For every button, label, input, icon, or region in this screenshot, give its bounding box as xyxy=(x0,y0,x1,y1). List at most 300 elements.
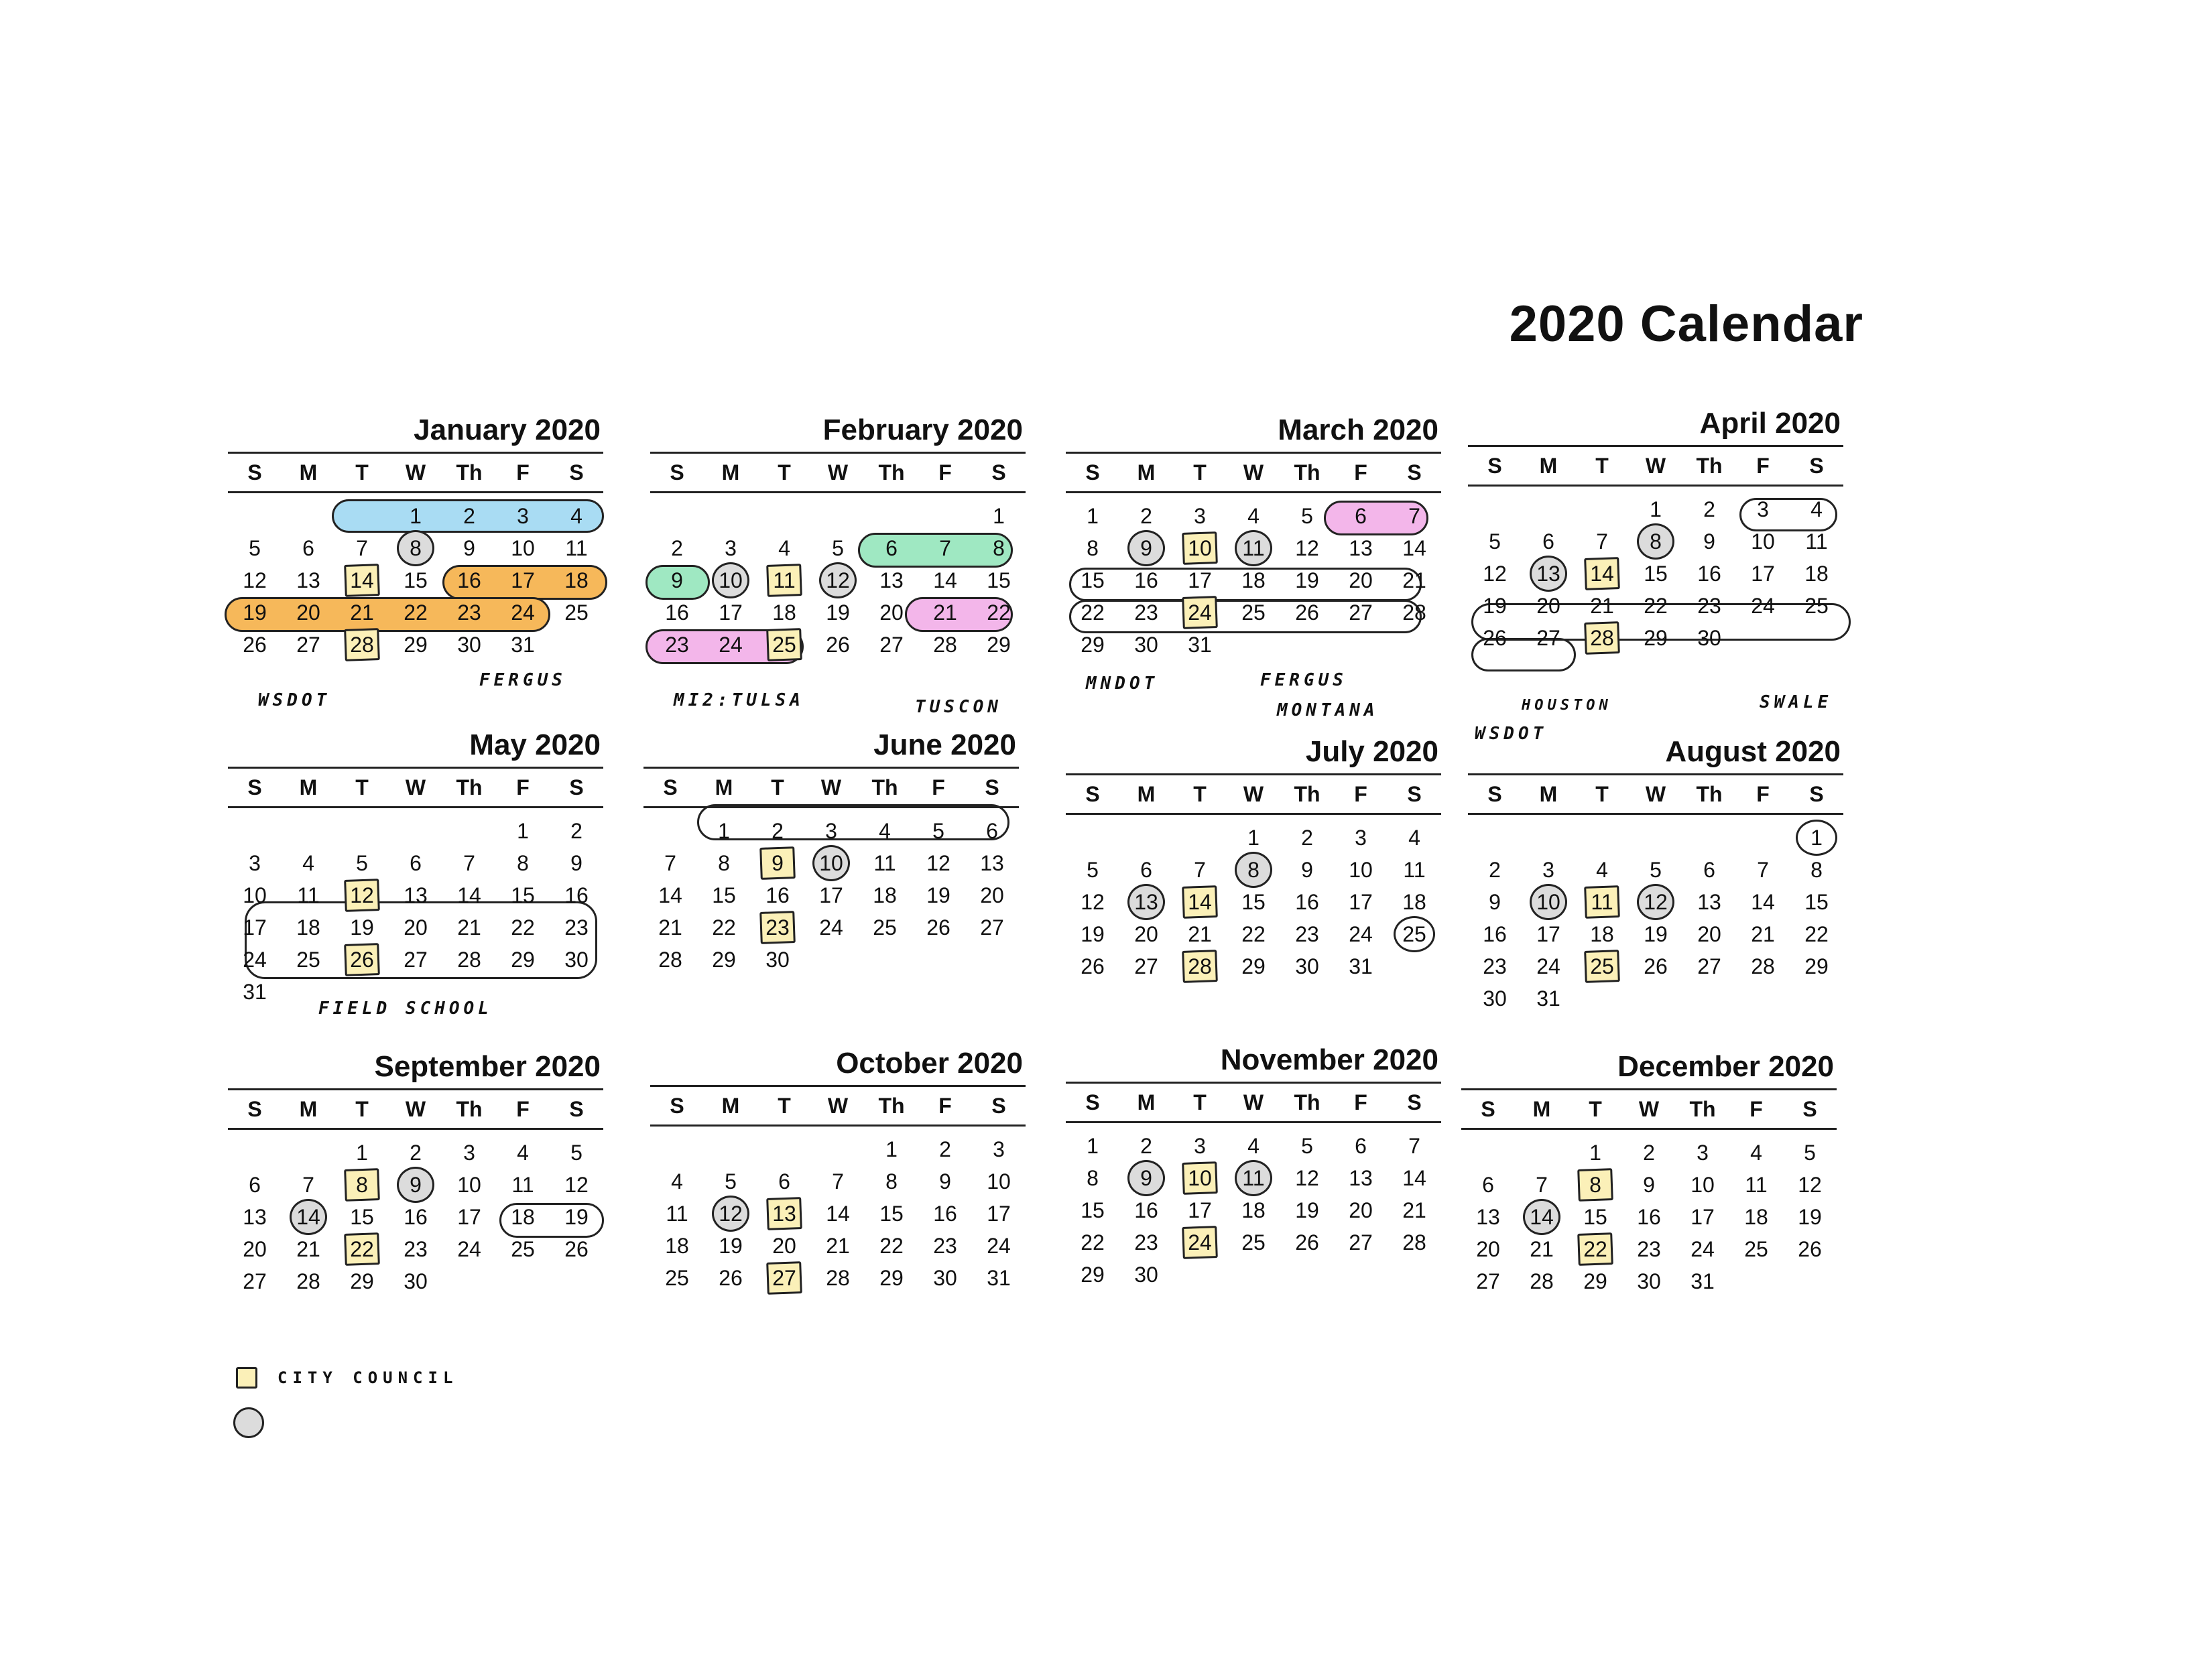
day-cell: 3 xyxy=(1697,1140,1709,1165)
day-cell: 5 xyxy=(570,1140,582,1165)
weekday-label: F xyxy=(1749,1097,1763,1121)
weekday-label: F xyxy=(516,1097,530,1121)
day-cell: 20 xyxy=(1697,921,1721,946)
day-cell: 19 xyxy=(1483,593,1507,618)
day-cell: 6 xyxy=(1703,857,1715,882)
day-cell: 23 xyxy=(1134,600,1158,625)
day-cell: 23 xyxy=(1637,1236,1661,1261)
day-cell: 11 xyxy=(873,850,896,875)
day-cell-meeting: 12 xyxy=(1629,886,1682,918)
day-cell: 10 xyxy=(987,1169,1011,1194)
day-cell: 1 xyxy=(1589,1140,1601,1165)
legend-meeting-swatch xyxy=(233,1407,264,1438)
day-cell: 6 xyxy=(1355,1133,1367,1158)
day-cell: 30 xyxy=(1637,1269,1661,1293)
month-june xyxy=(643,724,1019,976)
day-cell: 3 xyxy=(1194,503,1206,528)
day-cell: 17 xyxy=(1349,889,1373,914)
day-cell: 4 xyxy=(1247,1133,1259,1158)
month-july xyxy=(1066,730,1441,982)
day-cell: 30 xyxy=(1134,632,1158,657)
day-cell: 19 xyxy=(1081,921,1105,946)
day-cell-meeting: 12 xyxy=(811,564,865,596)
day-cell: 21 xyxy=(658,915,682,940)
day-cell-council: 11 xyxy=(1575,886,1629,918)
day-cell: 14 xyxy=(658,883,682,907)
day-cell: 7 xyxy=(1536,1172,1548,1197)
day-cell: 7 xyxy=(1408,1133,1420,1158)
day-cell: 22 xyxy=(404,600,428,625)
day-cell: 20 xyxy=(1349,1198,1373,1222)
weekday-label: M xyxy=(1532,1097,1551,1121)
day-cell: 27 xyxy=(1349,600,1373,625)
day-cell: 1 xyxy=(356,1140,368,1165)
day-cell-council: 27 xyxy=(757,1262,811,1294)
day-cell: 26 xyxy=(564,1236,589,1261)
weekday-header xyxy=(1461,1090,1837,1128)
weekday-header xyxy=(1468,447,1843,485)
day-cell: 1 xyxy=(1087,1133,1099,1158)
day-cell: 3 xyxy=(463,1140,475,1165)
day-grid xyxy=(228,1130,603,1297)
weekday-label: M xyxy=(715,775,733,799)
weekday-label: T xyxy=(355,1097,369,1121)
day-cell: 11 xyxy=(666,1201,688,1226)
day-cell-council: 28 xyxy=(1575,622,1629,654)
weekday-label: W xyxy=(1243,460,1264,485)
annotation-field-school: FIELD SCHOOL xyxy=(318,999,493,1019)
day-cell: 5 xyxy=(249,535,261,560)
day-cell: 28 xyxy=(826,1265,850,1290)
day-cell: 31 xyxy=(1188,632,1212,657)
day-cell: 5 xyxy=(832,535,844,560)
day-cell: 11 xyxy=(1805,529,1828,554)
day-cell: 18 xyxy=(511,1204,535,1229)
day-cell-council: 14 xyxy=(1173,886,1227,918)
month-title: September 2020 xyxy=(374,1050,601,1083)
day-cell-council: 25 xyxy=(757,629,811,661)
empty-cell xyxy=(1468,822,1522,854)
weekday-label: T xyxy=(1193,782,1207,806)
weekday-label: S xyxy=(247,460,262,485)
annotation-wsdot-apr: WSDOT xyxy=(1475,724,1548,744)
weekday-label: T xyxy=(1595,454,1609,478)
day-cell: 13 xyxy=(1476,1204,1500,1229)
day-cell: 22 xyxy=(1644,593,1668,618)
day-cell-council: 28 xyxy=(1173,950,1227,982)
empty-cell xyxy=(1736,822,1790,854)
weekday-header xyxy=(228,454,603,491)
weekday-label: T xyxy=(355,460,369,485)
empty-cell xyxy=(228,815,282,847)
day-cell: 18 xyxy=(1744,1204,1768,1229)
day-cell: 1 xyxy=(885,1137,898,1161)
day-cell: 2 xyxy=(1489,857,1501,882)
day-cell-council: 11 xyxy=(757,564,811,596)
day-cell-meeting: 14 xyxy=(1515,1201,1569,1233)
day-cell: 4 xyxy=(517,1140,529,1165)
day-cell: 12 xyxy=(1081,889,1105,914)
day-cell-meeting: 9 xyxy=(389,1169,442,1201)
day-cell: 15 xyxy=(879,1201,904,1226)
day-cell: 2 xyxy=(939,1137,951,1161)
day-cell-meeting: 11 xyxy=(1227,1162,1280,1194)
day-cell: 4 xyxy=(302,850,314,875)
empty-cell xyxy=(389,815,442,847)
day-cell: 15 xyxy=(1081,1198,1105,1222)
day-cell: 1 xyxy=(1650,497,1662,521)
day-cell: 2 xyxy=(410,1140,422,1165)
day-cell: 13 xyxy=(404,883,428,907)
weekday-label: W xyxy=(1645,782,1666,806)
day-cell: 6 xyxy=(885,535,898,560)
day-cell: 16 xyxy=(404,1204,428,1229)
weekday-header xyxy=(650,454,1026,491)
weekday-header xyxy=(1066,1084,1441,1121)
day-cell: 7 xyxy=(1596,529,1608,554)
month-title: December 2020 xyxy=(1617,1050,1834,1083)
day-cell: 9 xyxy=(671,568,683,592)
day-cell: 14 xyxy=(1402,535,1426,560)
weekday-label: W xyxy=(1638,1097,1660,1121)
day-cell: 12 xyxy=(243,568,267,592)
day-cell: 2 xyxy=(463,503,475,528)
empty-cell xyxy=(335,815,389,847)
empty-cell xyxy=(228,1137,282,1169)
empty-cell xyxy=(1119,822,1173,854)
empty-cell xyxy=(704,1133,757,1165)
day-cell: 16 xyxy=(1483,921,1507,946)
day-cell: 17 xyxy=(1188,568,1212,592)
day-cell: 5 xyxy=(1087,857,1099,882)
weekday-label: M xyxy=(1137,1090,1156,1114)
day-cell: 14 xyxy=(1751,889,1775,914)
day-cell-council: 10 xyxy=(1173,532,1227,564)
day-grid xyxy=(1461,1130,1837,1297)
day-cell: 19 xyxy=(1295,1198,1319,1222)
annotation-swale: SWALE xyxy=(1760,692,1833,712)
month-title: May 2020 xyxy=(469,728,601,761)
day-cell: 22 xyxy=(712,915,736,940)
weekday-label: S xyxy=(1802,1097,1817,1121)
day-cell: 4 xyxy=(1810,497,1823,521)
weekday-label: T xyxy=(778,460,791,485)
day-cell: 7 xyxy=(1408,503,1420,528)
day-cell: 25 xyxy=(665,1265,689,1290)
empty-cell xyxy=(1682,822,1736,854)
weekday-label: S xyxy=(1407,782,1422,806)
day-cell: 12 xyxy=(1295,1165,1319,1190)
weekday-label: T xyxy=(1595,782,1609,806)
empty-cell xyxy=(1629,822,1682,854)
day-cell: 2 xyxy=(1140,503,1152,528)
month-title: June 2020 xyxy=(873,728,1016,761)
day-cell-council: 26 xyxy=(335,944,389,976)
empty-cell xyxy=(1173,822,1227,854)
day-cell: 22 xyxy=(879,1233,904,1258)
day-cell: 22 xyxy=(1081,600,1105,625)
day-cell: 25 xyxy=(1744,1236,1768,1261)
weekday-label: S xyxy=(1407,460,1422,485)
weekday-label: S xyxy=(670,460,684,485)
day-cell: 6 xyxy=(410,850,422,875)
day-cell: 20 xyxy=(772,1233,796,1258)
day-cell: 11 xyxy=(1745,1172,1768,1197)
day-cell: 30 xyxy=(765,947,790,972)
weekday-label: Th xyxy=(878,1094,905,1118)
day-cell: 13 xyxy=(243,1204,267,1229)
day-cell: 16 xyxy=(564,883,589,907)
day-cell: 7 xyxy=(832,1169,844,1194)
day-cell: 29 xyxy=(1644,625,1668,650)
day-grid xyxy=(1066,1123,1441,1291)
day-cell: 15 xyxy=(404,568,428,592)
day-cell: 16 xyxy=(457,568,481,592)
empty-cell xyxy=(1575,822,1629,854)
day-cell: 23 xyxy=(1295,921,1319,946)
weekday-label: Th xyxy=(1696,782,1723,806)
month-title: March 2020 xyxy=(1278,413,1438,446)
day-cell: 22 xyxy=(1241,921,1266,946)
weekday-label: Th xyxy=(878,460,905,485)
day-cell: 9 xyxy=(463,535,475,560)
weekday-label: M xyxy=(299,460,318,485)
weekday-label: Th xyxy=(1294,1090,1320,1114)
weekday-label: F xyxy=(1354,782,1367,806)
day-cell: 20 xyxy=(404,915,428,940)
day-cell: 1 xyxy=(410,503,422,528)
day-cell: 18 xyxy=(1241,1198,1266,1222)
empty-cell xyxy=(643,815,697,847)
day-cell: 5 xyxy=(1301,1133,1313,1158)
day-cell: 22 xyxy=(1804,921,1829,946)
day-cell: 7 xyxy=(463,850,475,875)
day-cell: 17 xyxy=(1751,561,1775,586)
day-cell: 24 xyxy=(511,600,535,625)
weekday-label: S xyxy=(1085,1090,1100,1114)
day-cell: 17 xyxy=(1536,921,1560,946)
weekday-label: S xyxy=(1085,782,1100,806)
day-cell: 21 xyxy=(1590,593,1614,618)
day-cell: 12 xyxy=(1295,535,1319,560)
month-august xyxy=(1468,730,1843,1015)
day-cell: 16 xyxy=(933,1201,957,1226)
day-cell: 9 xyxy=(570,850,582,875)
weekday-header xyxy=(228,1090,603,1128)
empty-cell xyxy=(1522,822,1575,854)
day-grid xyxy=(643,808,1019,976)
weekday-label: Th xyxy=(1294,460,1320,485)
day-cell: 5 xyxy=(1804,1140,1816,1165)
day-cell: 15 xyxy=(1644,561,1668,586)
weekday-label: Th xyxy=(1294,782,1320,806)
day-cell: 27 xyxy=(1476,1269,1500,1293)
day-cell: 16 xyxy=(1134,1198,1158,1222)
empty-cell xyxy=(757,500,811,532)
day-cell: 15 xyxy=(987,568,1011,592)
day-cell: 23 xyxy=(1697,593,1721,618)
month-title: January 2020 xyxy=(414,413,601,446)
day-cell: 9 xyxy=(1643,1172,1655,1197)
day-cell: 23 xyxy=(665,632,689,657)
day-cell: 27 xyxy=(296,632,320,657)
day-cell: 1 xyxy=(517,818,529,843)
day-cell: 8 xyxy=(1087,1165,1099,1190)
day-cell: 27 xyxy=(1697,954,1721,978)
day-cell: 26 xyxy=(926,915,950,940)
day-cell: 20 xyxy=(243,1236,267,1261)
day-cell: 16 xyxy=(1295,889,1319,914)
day-cell-council: 23 xyxy=(751,911,804,944)
day-cell: 28 xyxy=(1751,954,1775,978)
day-cell: 13 xyxy=(1697,889,1721,914)
day-cell: 19 xyxy=(1798,1204,1822,1229)
day-cell: 11 xyxy=(511,1172,534,1197)
day-cell: 28 xyxy=(457,947,481,972)
day-cell: 29 xyxy=(987,632,1011,657)
day-cell: 24 xyxy=(1691,1236,1715,1261)
weekday-label: W xyxy=(1645,454,1666,478)
day-cell-council: 25 xyxy=(1575,950,1629,982)
day-cell: 4 xyxy=(671,1169,683,1194)
day-cell: 19 xyxy=(243,600,267,625)
day-cell: 15 xyxy=(1583,1204,1607,1229)
day-cell: 17 xyxy=(457,1204,481,1229)
day-cell: 25 xyxy=(1241,1230,1266,1255)
day-cell: 5 xyxy=(1650,857,1662,882)
day-cell: 6 xyxy=(778,1169,790,1194)
day-cell: 26 xyxy=(719,1265,743,1290)
day-cell: 2 xyxy=(1703,497,1715,521)
day-cell: 3 xyxy=(517,503,529,528)
weekday-label: M xyxy=(1539,782,1558,806)
day-cell-council: 9 xyxy=(751,847,804,879)
weekday-label: T xyxy=(778,1094,791,1118)
day-cell: 23 xyxy=(457,600,481,625)
day-cell: 5 xyxy=(1301,503,1313,528)
day-cell: 21 xyxy=(826,1233,850,1258)
day-cell: 23 xyxy=(404,1236,428,1261)
day-cell-council: 10 xyxy=(1173,1162,1227,1194)
day-cell: 14 xyxy=(457,883,481,907)
day-cell: 24 xyxy=(1751,593,1775,618)
empty-cell xyxy=(228,500,282,532)
day-cell: 18 xyxy=(873,883,897,907)
day-cell: 28 xyxy=(658,947,682,972)
day-cell: 31 xyxy=(1691,1269,1715,1293)
legend-city-council xyxy=(236,1367,458,1389)
day-cell: 26 xyxy=(1295,1230,1319,1255)
annotation-mndot: MNDOT xyxy=(1086,673,1159,694)
day-cell: 17 xyxy=(819,883,843,907)
day-cell: 18 xyxy=(772,600,796,625)
day-cell: 19 xyxy=(1295,568,1319,592)
day-cell: 10 xyxy=(1751,529,1775,554)
day-cell: 6 xyxy=(302,535,314,560)
weekday-label: S xyxy=(991,460,1006,485)
weekday-label: S xyxy=(569,775,584,799)
day-cell: 17 xyxy=(1188,1198,1212,1222)
empty-cell xyxy=(650,1133,704,1165)
day-cell: 20 xyxy=(296,600,320,625)
day-cell: 19 xyxy=(1644,921,1668,946)
day-cell: 15 xyxy=(1241,889,1266,914)
weekday-label: S xyxy=(1809,454,1824,478)
weekday-header xyxy=(1066,454,1441,491)
day-cell: 27 xyxy=(980,915,1004,940)
day-cell: 10 xyxy=(1691,1172,1715,1197)
weekday-label: Th xyxy=(1689,1097,1716,1121)
month-title: April 2020 xyxy=(1699,407,1841,440)
day-cell: 19 xyxy=(350,915,374,940)
day-cell: 30 xyxy=(1295,954,1319,978)
day-cell: 9 xyxy=(939,1169,951,1194)
weekday-label: W xyxy=(827,460,849,485)
day-cell-council: 13 xyxy=(757,1198,811,1230)
day-cell: 13 xyxy=(1349,535,1373,560)
day-cell: 27 xyxy=(243,1269,267,1293)
day-cell: 29 xyxy=(712,947,736,972)
day-cell: 31 xyxy=(511,632,535,657)
day-cell: 8 xyxy=(1810,857,1823,882)
empty-cell xyxy=(1461,1137,1515,1169)
day-cell: 4 xyxy=(778,535,790,560)
day-cell: 24 xyxy=(819,915,843,940)
day-cell: 4 xyxy=(1750,1140,1762,1165)
annotation-montana: MONTANA xyxy=(1277,700,1379,720)
day-cell-council: 22 xyxy=(1569,1233,1622,1265)
day-cell: 21 xyxy=(457,915,481,940)
weekday-label: F xyxy=(938,1094,952,1118)
day-cell: 4 xyxy=(1247,503,1259,528)
month-title: July 2020 xyxy=(1305,735,1438,768)
day-cell: 28 xyxy=(1530,1269,1554,1293)
month-november xyxy=(1066,1039,1441,1291)
month-title: August 2020 xyxy=(1665,735,1841,768)
day-cell: 8 xyxy=(885,1169,898,1194)
empty-cell xyxy=(1066,822,1119,854)
day-cell: 24 xyxy=(1349,921,1373,946)
day-cell: 12 xyxy=(926,850,950,875)
annotation-tuscon: TUSCON xyxy=(915,697,1002,717)
annotation-fergus-montana: FERGUS xyxy=(1260,670,1347,690)
month-september xyxy=(228,1045,603,1297)
weekday-label: F xyxy=(1354,1090,1367,1114)
day-cell-council: 8 xyxy=(1569,1169,1622,1201)
day-cell: 29 xyxy=(511,947,535,972)
weekday-label: F xyxy=(1354,460,1367,485)
weekday-header xyxy=(1066,775,1441,813)
day-cell: 2 xyxy=(1140,1133,1152,1158)
day-cell: 25 xyxy=(296,947,320,972)
day-cell-council: 24 xyxy=(1173,1226,1227,1259)
day-cell: 25 xyxy=(511,1236,535,1261)
empty-cell xyxy=(1522,493,1575,525)
day-cell: 25 xyxy=(1241,600,1266,625)
weekday-label: T xyxy=(355,775,369,799)
day-cell: 14 xyxy=(826,1201,850,1226)
day-cell-meeting: 8 xyxy=(1629,525,1682,558)
day-cell: 15 xyxy=(1804,889,1829,914)
annotation-mi-tulsa: MI2:TULSA xyxy=(674,690,804,710)
day-cell: 13 xyxy=(296,568,320,592)
day-cell: 21 xyxy=(933,600,957,625)
month-title: November 2020 xyxy=(1220,1043,1438,1076)
day-cell-meeting: 10 xyxy=(1522,886,1575,918)
day-cell: 31 xyxy=(243,979,267,1004)
day-cell: 30 xyxy=(1134,1262,1158,1287)
day-cell: 21 xyxy=(1188,921,1212,946)
